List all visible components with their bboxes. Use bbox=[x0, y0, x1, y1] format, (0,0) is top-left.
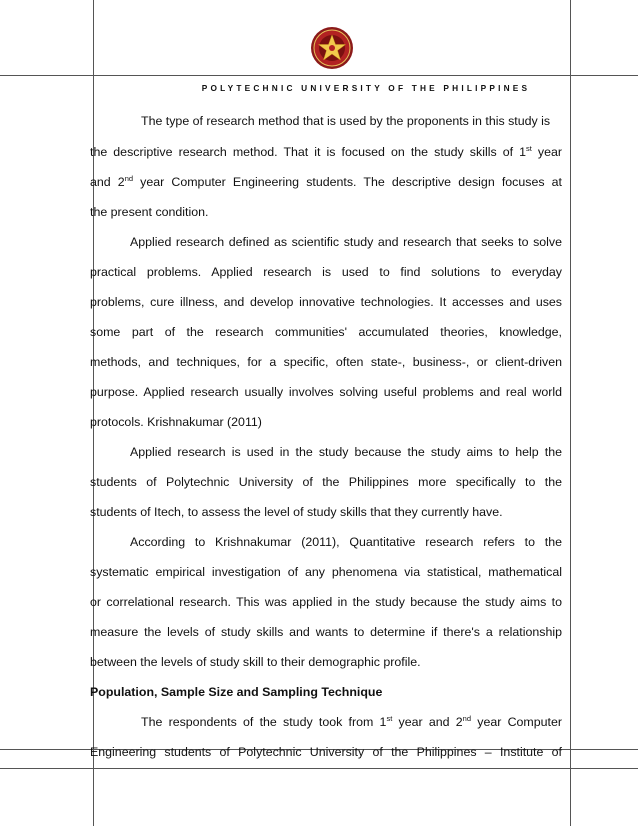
p4-line-4: measure the levels of study skills and wants to determine if there's a relationship bbox=[90, 625, 562, 639]
p3-line-2: students of Polytechnic University of the Philippines more specifically to the bbox=[90, 475, 562, 489]
p5-line-1: The respondents of the study took from 1st year and 2nd year Computer bbox=[141, 714, 562, 729]
p5-line-2: Engineering students of Polytechnic University of the Philippines – Institute of bbox=[90, 745, 562, 759]
p2-line-5: methods, and techniques, for a specific, often state-, business-, or client-driven bbox=[90, 355, 562, 369]
university-name-header: POLYTECHNIC UNIVERSITY OF THE PHILIPPINES bbox=[201, 83, 531, 93]
p1-line-4: the present condition. bbox=[90, 205, 209, 219]
p2-line-7: protocols. Krishnakumar (2011) bbox=[90, 415, 262, 429]
p1-line-3: and 2nd year Computer Engineering students. The descriptive design focuses at bbox=[90, 174, 562, 189]
p4-line-5: between the levels of study skill to their demographic profile. bbox=[90, 655, 421, 669]
university-seal-logo bbox=[310, 26, 354, 70]
p4-line-1: According to Krishnakumar (2011), Quantitative research refers to the bbox=[130, 535, 562, 549]
p3-line-1: Applied research is used in the study because the study aims to help the bbox=[130, 445, 562, 459]
p2-line-3: problems, cure illness, and develop innovative technologies. It accesses and uses bbox=[90, 295, 562, 309]
section-heading: Population, Sample Size and Sampling Technique bbox=[90, 685, 383, 699]
right-margin-line bbox=[570, 0, 571, 826]
p1-line-1: The type of research method that is used by the proponents in this study is bbox=[141, 114, 551, 128]
p2-line-1: Applied research defined as scientific study and research that seeks to solve bbox=[130, 235, 562, 249]
left-margin-line bbox=[93, 0, 94, 826]
p2-line-6: purpose. Applied research usually involves solving useful problems and real world bbox=[90, 385, 562, 399]
p4-line-2: systematic empirical investigation of any phenomena via statistical, mathematical bbox=[90, 565, 562, 579]
p1-line-2: the descriptive research method. That it is focused on the study skills of 1st year bbox=[90, 144, 563, 159]
p2-line-4: some part of the research communities' accumulated theories, knowledge, bbox=[90, 325, 562, 339]
footer-rule-bottom bbox=[0, 768, 638, 769]
p2-line-2: practical problems. Applied research is used to find solutions to everyday bbox=[90, 265, 562, 279]
p4-line-3: or correlational research. This was applied in the study because the study aims to bbox=[90, 595, 562, 609]
p3-line-3: students of Itech, to assess the level of study skills that they currently have. bbox=[90, 505, 503, 519]
header-rule bbox=[0, 75, 638, 76]
